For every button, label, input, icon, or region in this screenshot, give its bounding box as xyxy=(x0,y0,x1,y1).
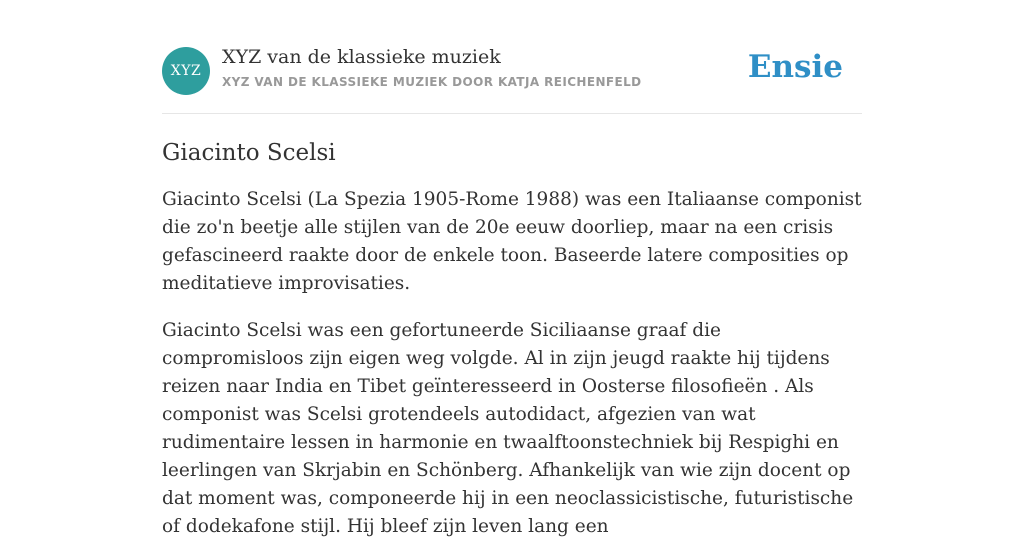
avatar[interactable]: XYZ xyxy=(162,47,210,95)
site-header xyxy=(162,46,862,114)
article-paragraph-intro: Giacinto Scelsi (La Spezia 1905-Rome 1988) was een Italiaanse componist die zo'n beetje alle stijlen van de 20e eeuw doorliep, maar na een crisis gefascineerd raakte door de enkele toon. Baseerde latere composities op meditatieve improvisaties. xyxy=(162,189,862,294)
site-subtitle: XYZ VAN DE KLASSIEKE MUZIEK DOOR KATJA REICHENFELD xyxy=(222,75,642,89)
page xyxy=(162,0,862,541)
brand-logo[interactable]: Ensie xyxy=(747,49,843,85)
site-title[interactable]: XYZ van de klassieke muziek xyxy=(222,46,501,68)
article-paragraph-body: Giacinto Scelsi was een gefortuneerde Siciliaanse graaf die compromisloos zijn eigen weg volgde. Al in zijn jeugd raakte hij tijdens reizen naar India en Tibet geïnteresseerd in Oosterse filosofieën . Als componist was Scelsi grotendeels autodidact, afgezien van wat rudimentaire lessen in harmonie en twaalftoonstechniek bij Respighi en leerlingen van Skrjabin en Schönberg. Afhankelijk van wie zijn docent op dat moment was, componeerde hij in een neoclassicistische, futuristische of dodekafone stijl. Hij bleef zijn leven lang een xyxy=(162,320,854,537)
article-title: Giacinto Scelsi xyxy=(162,140,336,166)
